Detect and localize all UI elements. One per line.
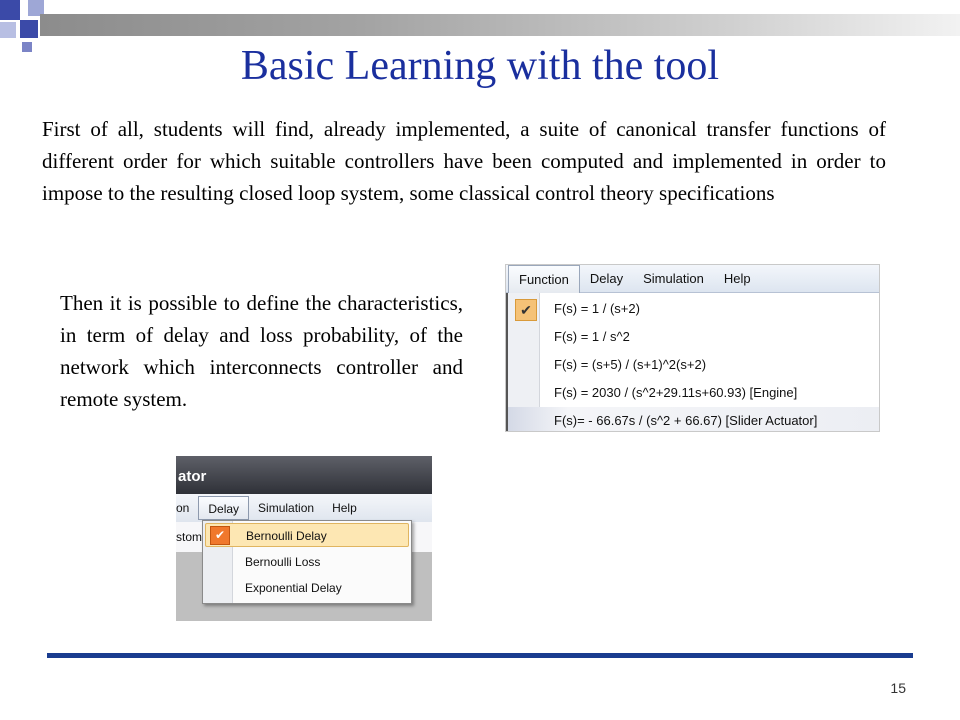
menu-simulation[interactable]: Simulation <box>643 270 704 286</box>
deco-square <box>0 0 20 20</box>
paragraph-network: Then it is possible to define the characteristics, in term of delay and loss probability, of the network which interconnects controller and remote system. <box>60 291 463 411</box>
menu-item-label: F(s) = (s+5) / (s+1)^2(s+2) <box>554 357 707 372</box>
deco-square <box>0 22 16 38</box>
menu-delay[interactable]: Delay <box>589 270 624 286</box>
window-title: ator <box>176 456 432 494</box>
menu-item-label: Bernoulli Loss <box>245 555 321 569</box>
deco-square <box>20 20 38 38</box>
delay-dropdown <box>202 520 412 604</box>
menu-function[interactable]: on <box>176 501 190 515</box>
menu-item-bernoulli-loss[interactable] <box>205 550 409 574</box>
menu-simulation[interactable]: Simulation <box>258 501 315 515</box>
menu-help[interactable]: Help <box>332 501 357 515</box>
menu-item-label: F(s) = 1 / s^2 <box>554 329 630 344</box>
row-text: stom <box>176 530 203 544</box>
function-dropdown <box>506 293 880 432</box>
menu-item-label: F(s)= - 66.67s / (s^2 + 66.67) [Slider Actuator] <box>554 413 818 428</box>
menu-item-bernoulli-delay[interactable] <box>205 523 409 547</box>
header-bar <box>40 14 960 36</box>
menu-function[interactable]: Function <box>508 265 580 293</box>
slide-title: Basic Learning with the tool <box>240 43 720 89</box>
menu-item-label: Exponential Delay <box>245 581 342 595</box>
menu-item-label: F(s) = 2030 / (s^2+29.11s+60.93) [Engine] <box>554 385 798 400</box>
menu-item-function[interactable] <box>508 351 880 379</box>
check-icon: ✔ <box>515 299 537 321</box>
menu-item-exponential-delay[interactable] <box>205 576 409 600</box>
page-number: 15 <box>890 680 906 696</box>
paragraph-intro: First of all, students will find, already implemented, a suite of canonical transfer functions of different order for which suitable controllers have been computed and implemented in order to impose to the resulting closed loop system, some classical control theory specifications <box>42 117 886 205</box>
menu-help[interactable]: Help <box>723 270 751 286</box>
menu-item-function[interactable] <box>508 323 880 351</box>
footer-divider <box>47 653 913 658</box>
menu-item-label: Bernoulli Delay <box>246 529 327 543</box>
menu-item-function[interactable] <box>508 407 880 432</box>
delay-menu-screenshot <box>176 456 432 621</box>
menubar <box>176 494 432 522</box>
check-icon: ✔ <box>210 526 230 545</box>
function-menu-screenshot <box>505 264 880 432</box>
menu-item-function[interactable] <box>508 295 880 323</box>
menubar <box>506 265 879 293</box>
menu-delay[interactable]: Delay <box>198 496 249 520</box>
menu-item-label: F(s) = 1 / (s+2) <box>554 301 640 316</box>
menu-item-function[interactable] <box>508 379 880 407</box>
